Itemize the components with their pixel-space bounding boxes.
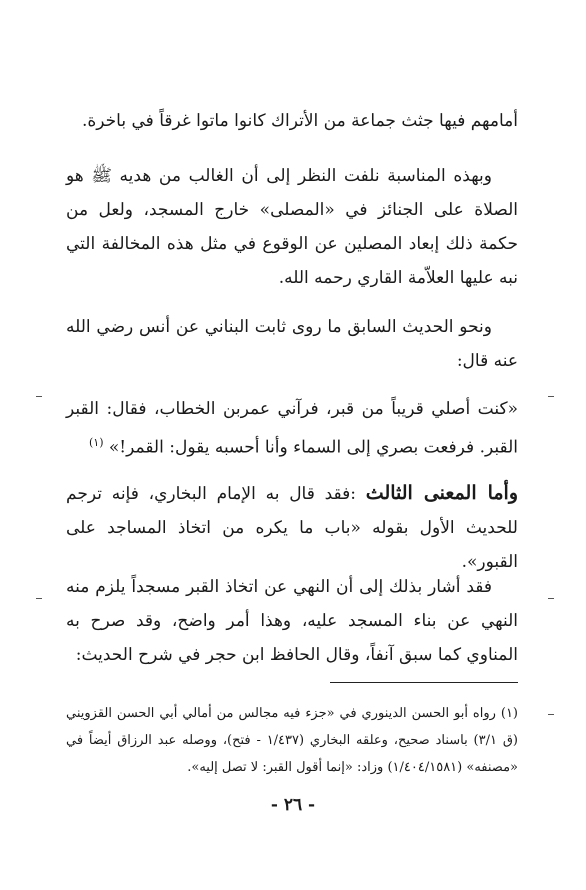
page-number: - ٢٦ - <box>270 795 316 815</box>
quote-text: «كنت أصلي قريباً من قبر، فرآني عمربن الخطاب، فقال: القبر القبر. فرفعت بصري إلى السماء وأنا أحسبه يقول: القمر!» <box>66 399 518 458</box>
margin-mark <box>548 598 554 599</box>
section-paragraph <box>66 476 518 579</box>
paragraph-3: ونحو الحديث السابق ما روى ثابت البناني عن أنس رضي الله عنه قال: <box>66 317 518 371</box>
footnote-divider <box>330 682 518 683</box>
section-text: :فقد قال به الإمام البخاري، فإنه ترجم للحديث الأول بقوله «باب ما يكره من اتخاذ المساجد على القبور». <box>66 484 518 572</box>
margin-mark <box>36 396 42 397</box>
footnote-reference: (١) <box>88 436 104 449</box>
footnote-1: (١) رواه أبو الحسن الدينوري في «جزء فيه مجالس من أمالي أبي الحسن القزويني (ق ٣/١) باسناد صحيح، وعلقه البخاري (١/٤٣٧ - فتح)، ووصله عبد الرزاق أيضاً في «مصنفه» (١/٤٠٤/١٥٨١) وزاد: «إنما أقول القبر: لا تصل إليه». <box>66 706 518 775</box>
margin-mark <box>36 598 42 599</box>
quote-paragraph <box>66 392 518 465</box>
footnotes <box>66 700 518 781</box>
paragraph-2: وبهذه المناسبة نلفت النظر إلى أن الغالب من هديه ﷺ هو الصلاة على الجنائز في «المصلى» خارج المسجد، ولعل من حكمة ذلك إبعاد المصلين عن الوقوع في مثل هذه المخالفة التي نبه عليها العلاّمة القاري رحمه الله. <box>66 166 518 288</box>
paragraph-1: أمامهم فيها جثث جماعة من الأتراك كانوا ماتوا غرقاً في باخرة. <box>81 111 518 131</box>
margin-mark <box>548 714 554 715</box>
paragraph-after: فقد أشار بذلك إلى أن النهي عن اتخاذ القبر مسجداً يلزم منه النهي عن بناء المسجد عليه، وهذا أمر واضح، وقد صرح به المناوي كما سبق آنفاً، وقال الحافظ ابن حجر في شرح الحديث: <box>66 577 518 665</box>
margin-mark <box>548 396 554 397</box>
section-heading: وأما المعنى الثالث <box>365 482 519 504</box>
